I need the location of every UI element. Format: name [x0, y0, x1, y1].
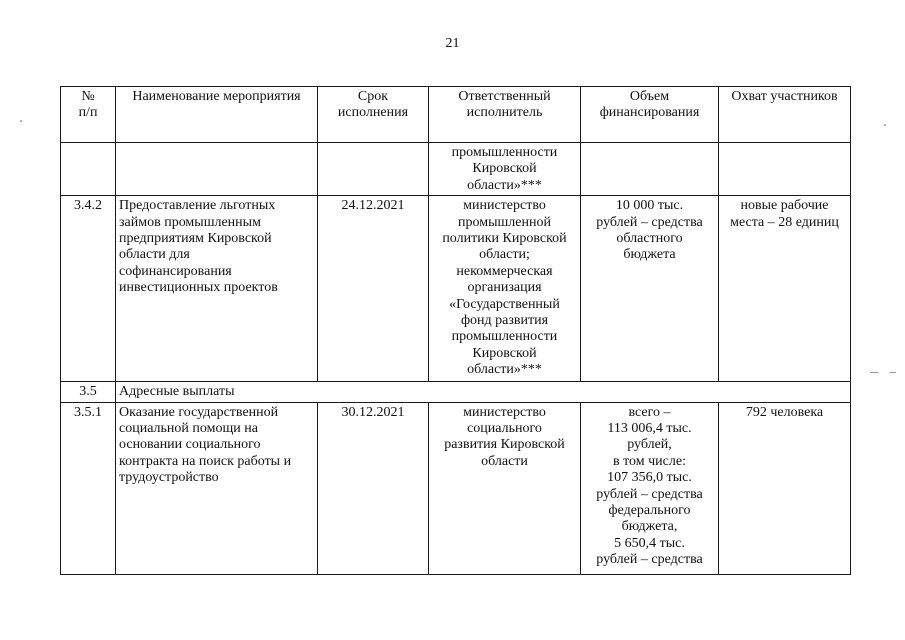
row-coverage-cell	[719, 402, 851, 574]
executor-line: «Государственный	[449, 296, 560, 312]
row-name-cell	[116, 402, 318, 574]
header-coverage-line: Охват участников	[731, 89, 838, 104]
row-num-cell	[61, 143, 116, 196]
row-name-cell	[116, 143, 318, 196]
header-num	[61, 87, 116, 143]
name-line: трудоустройство	[119, 470, 219, 486]
row-executor-cell	[429, 196, 581, 382]
funding-line: 10 000 тыс.	[615, 198, 684, 214]
row-funding-cell	[581, 196, 719, 382]
table-row	[61, 196, 851, 382]
funding-line: федерального	[608, 503, 691, 519]
name-line: предприятиям Кировской	[119, 231, 272, 247]
funding-line: в том числе:	[613, 453, 686, 469]
funding-line: областного	[616, 231, 683, 247]
row-funding-cell	[581, 143, 719, 196]
executor-line: политики Кировской	[442, 231, 567, 247]
funding-line: бюджета	[623, 247, 676, 263]
section-title: Адресные выплаты	[116, 382, 851, 402]
name-line: области для	[119, 247, 190, 263]
executor-line: организация	[467, 280, 542, 296]
funding-line: всего –	[628, 404, 671, 420]
coverage-line: 792 человека	[745, 404, 824, 420]
header-name-line: Наименование мероприятия	[132, 89, 301, 104]
name-line: займов промышленным	[119, 214, 261, 230]
executor-line: социального	[467, 421, 542, 437]
executor-line: промышленности	[451, 329, 558, 345]
coverage-line: места – 28 единиц	[730, 214, 839, 230]
name-line: социальной помощи на	[119, 421, 258, 437]
funding-line: рублей – средства	[596, 486, 703, 502]
table-row	[61, 143, 851, 196]
header-executor-line: исполнитель	[466, 105, 543, 121]
executor-line: некоммерческая	[456, 263, 553, 279]
funding-line: рублей,	[627, 437, 672, 453]
executor-line: фонд развития	[460, 313, 549, 329]
scan-artifact	[884, 124, 886, 126]
executor-line: развития Кировской	[444, 437, 565, 453]
header-executor-line: Ответственный	[458, 89, 551, 104]
row-coverage-cell	[719, 196, 851, 382]
executor-line: промышленной	[458, 214, 551, 230]
header-name	[116, 87, 318, 143]
header-funding-line: финансирования	[599, 105, 700, 121]
executor-line: области»***	[467, 362, 542, 378]
row-funding-cell	[581, 402, 719, 574]
executor-line: области;	[479, 247, 530, 263]
header-deadline	[318, 87, 429, 143]
executor-line: области»***	[467, 177, 542, 193]
coverage-line: новые рабочие	[740, 198, 829, 214]
header-num-line: п/п	[78, 105, 98, 121]
name-line: Оказание государственной	[119, 404, 279, 420]
name-line: софинансирования	[119, 263, 232, 279]
executor-line: министерство	[463, 198, 546, 214]
row-executor-cell	[429, 402, 581, 574]
row-num-cell: 3.5	[61, 382, 116, 402]
name-line: контракта на поиск работы и	[119, 453, 292, 469]
executor-line: области	[481, 453, 528, 469]
row-deadline-cell	[318, 143, 429, 196]
row-deadline-cell: 30.12.2021	[318, 402, 429, 574]
funding-line: рублей – средства	[596, 552, 703, 568]
header-coverage	[719, 87, 851, 143]
scan-artifact	[20, 120, 22, 122]
executor-line: Кировской	[472, 161, 537, 177]
executor-line: промышленности	[451, 145, 558, 160]
name-line: инвестиционных проектов	[119, 280, 278, 296]
scan-artifact	[890, 372, 896, 373]
header-funding	[581, 87, 719, 143]
table-row	[61, 402, 851, 574]
header-deadline-line: Срок	[357, 89, 389, 104]
row-deadline-cell: 24.12.2021	[318, 196, 429, 382]
row-coverage-cell	[719, 143, 851, 196]
name-line: Предоставление льготных	[119, 198, 276, 214]
row-executor-cell	[429, 143, 581, 196]
header-num-line: №	[81, 89, 95, 104]
header-executor	[429, 87, 581, 143]
funding-line: бюджета,	[621, 519, 678, 535]
funding-line: рублей – средства	[596, 214, 703, 230]
name-line: основании социального	[119, 437, 261, 453]
row-name-cell	[116, 196, 318, 382]
section-row	[61, 382, 851, 402]
funding-line: 113 006,4 тыс.	[607, 421, 692, 437]
funding-line: 107 356,0 тыс.	[607, 470, 692, 486]
activities-table	[60, 86, 851, 575]
row-num-cell: 3.4.2	[61, 196, 116, 382]
scan-artifact	[870, 372, 878, 373]
header-deadline-line: исполнения	[337, 105, 409, 121]
funding-line: 5 650,4 тыс.	[614, 535, 685, 551]
page-number: 21	[445, 36, 460, 51]
header-funding-line: Объем	[629, 89, 670, 104]
executor-line: министерство	[463, 404, 546, 420]
executor-line: Кировской	[472, 345, 537, 361]
table-header-row	[61, 87, 851, 143]
row-num-cell: 3.5.1	[61, 402, 116, 574]
